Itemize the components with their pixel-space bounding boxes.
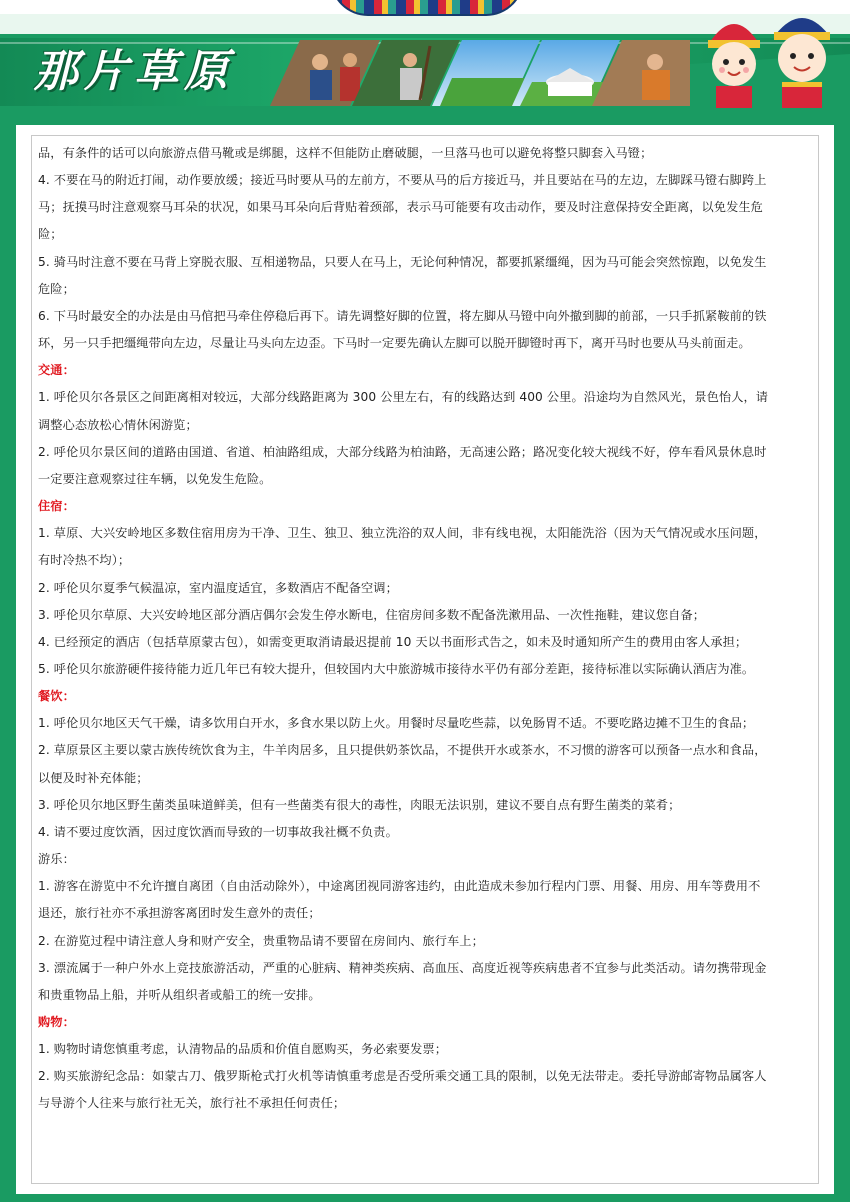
paragraph-line: 5. 呼伦贝尔旅游硬件接待能力近几年已有较大提升，但较国内大中旅游城市接待水平仍有部分差距，接待标准以实际确认酒店为准。 xyxy=(38,661,755,676)
paragraph-line: 2. 在游览过程中请注意人身和财产安全，贵重物品请不要留在房间内、旅行车上； xyxy=(38,933,484,948)
paragraph-line: 退还，旅行社亦不承担游客离团时发生意外的责任； xyxy=(38,906,321,921)
paragraph-line: 2. 呼伦贝尔夏季气候温凉，室内温度适宜，多数酒店不配备空调； xyxy=(38,580,398,595)
paragraph-line: 2. 呼伦贝尔景区间的道路由国道、省道、柏油路组成，大部分线路为柏油路，无高速公路；路况变化较大视线不好，停车看风景休息时 xyxy=(38,444,767,459)
paragraph-line: 危险； xyxy=(38,281,75,296)
paragraph-line: 2. 草原景区主要以蒙古族传统饮食为主，牛羊肉居多，且只提供奶茶饮品，不提供开水或茶水，不习惯的游客可以预备一点水和食品， xyxy=(38,743,767,758)
paragraph-line: 4. 不要在马的附近打闹，动作要放缓；接近马时要从马的左前方，不要从马的后方接近马，并且要站在马的左边，左脚踩马镫右脚跨上 xyxy=(38,173,767,188)
paragraph-line: 调整心态放松心情休闲游览； xyxy=(38,417,198,432)
paragraph-line: 马；抚摸马时注意观察马耳朵的状况，如果马耳朵向后背贴着颈部，表示马可能要有攻击动作，要及时注意保持安全距离，以免发生危 xyxy=(38,200,763,215)
paragraph-line: 1. 游客在游览中不允许擅自离团（自由活动除外），中途离团视同游客违约，由此造成未参加行程内门票、用餐、用房、用车等费用不 xyxy=(38,879,761,894)
paragraph-line: 4. 已经预定的酒店（包括草原蒙古包），如需变更取消请最迟提前 10 天以书面形式告之，如未及时通知所产生的费用由客人承担； xyxy=(38,634,748,649)
paragraph-line: 1. 呼伦贝尔各景区之间距离相对较远，大部分线路距离为 300 公里左右，有的线路达到 400 公里。沿途均为自然风光，景色怡人，请 xyxy=(38,390,769,405)
paragraph-line: 和贵重物品上船，并听从组织者或船工的统一安排。 xyxy=(38,987,321,1002)
page-title: 那片草原 xyxy=(34,46,234,97)
paragraph-line: 一定要注意观察过往车辆，以免发生危险。 xyxy=(38,471,272,486)
paragraph-line: 险； xyxy=(38,227,63,242)
paragraph-line: 1. 草原、大兴安岭地区多数住宿用房为干净、卫生、独卫、独立洗浴的双人间，非有线电视，太阳能洗浴（因为天气情况或水压问题， xyxy=(38,526,767,541)
paragraph-line: 3. 呼伦贝尔草原、大兴安岭地区部分酒店偶尔会发生停水断电，住宿房间多数不配备洗漱用品、一次性拖鞋，建议您自备； xyxy=(38,607,706,622)
mascot-icon xyxy=(690,4,850,114)
paragraph-line: 与导游个人往来与旅行社无关，旅行社不承担任何责任； xyxy=(38,1096,346,1111)
section-heading: 购物： xyxy=(38,1015,75,1029)
header-photo-strip xyxy=(270,40,690,106)
paragraph-line: 3. 呼伦贝尔地区野生菌类虽味道鲜美，但有一些菌类有很大的毒性，肉眼无法识别，建议不要自点有野生菌类的菜肴； xyxy=(38,797,681,812)
paragraph-line: 5. 骑马时注意不要在马背上穿脱衣服、互相递物品，只要人在马上，无论何种情况，都要抓紧缰绳，因为马可能会突然惊跑，以免发生 xyxy=(38,254,767,269)
section-heading: 交通： xyxy=(38,363,75,378)
paragraph-line: 1. 购物时请您慎重考虑，认清物品的品质和价值自愿购买，务必索要发票； xyxy=(38,1042,448,1057)
page-header xyxy=(0,0,850,118)
paragraph-line: 品，有条件的话可以向旅游点借马靴或是绑腿，这样不但能防止磨破腿，一旦落马也可以避免将整只脚套入马镫； xyxy=(38,146,653,160)
ornament-icon xyxy=(330,0,524,16)
paragraph-line: 1. 呼伦贝尔地区天气干燥，请多饮用白开水，多食水果以防上火。用餐时尽量吃些蒜，以免肠胃不适。不要吃路边摊不卫生的食品； xyxy=(38,716,755,731)
paragraph-line: 4. 请不要过度饮酒，因过度饮酒而导致的一切事故我社概不负责。 xyxy=(38,824,398,839)
paragraph-line: 以便及时补充体能； xyxy=(38,770,149,785)
paragraph-line: 环，另一只手把缰绳带向左边，尽量让马头向左边歪。下马时一定要先确认左脚可以脱开脚镫时再下，离开马时也要从马头前面走。 xyxy=(38,336,751,351)
section-heading: 游乐： xyxy=(38,852,75,867)
section-heading: 住宿： xyxy=(38,499,75,514)
paragraph-line: 2. 购买旅游纪念品：如蒙古刀、俄罗斯枪式打火机等请慎重考虑是否受所乘交通工具的限制，以免无法带走。委托导游邮寄物品属客人 xyxy=(38,1069,767,1084)
paragraph-line: 3. 漂流属于一种户外水上竞技旅游活动，严重的心脏病、精神类疾病、高血压、高度近视等疾病患者不宜参与此类活动。请勿携带现金 xyxy=(38,960,767,975)
section-heading: 餐饮： xyxy=(38,689,75,704)
paragraph-line: 有时冷热不均）； xyxy=(38,553,131,568)
document-body xyxy=(31,135,819,1184)
paragraph-line: 6. 下马时最安全的办法是由马倌把马牵住停稳后再下。请先调整好脚的位置，将左脚从马镫中向外撤到脚的前部，一只手抓紧鞍前的铁 xyxy=(38,308,767,323)
content-panel xyxy=(16,125,834,1194)
